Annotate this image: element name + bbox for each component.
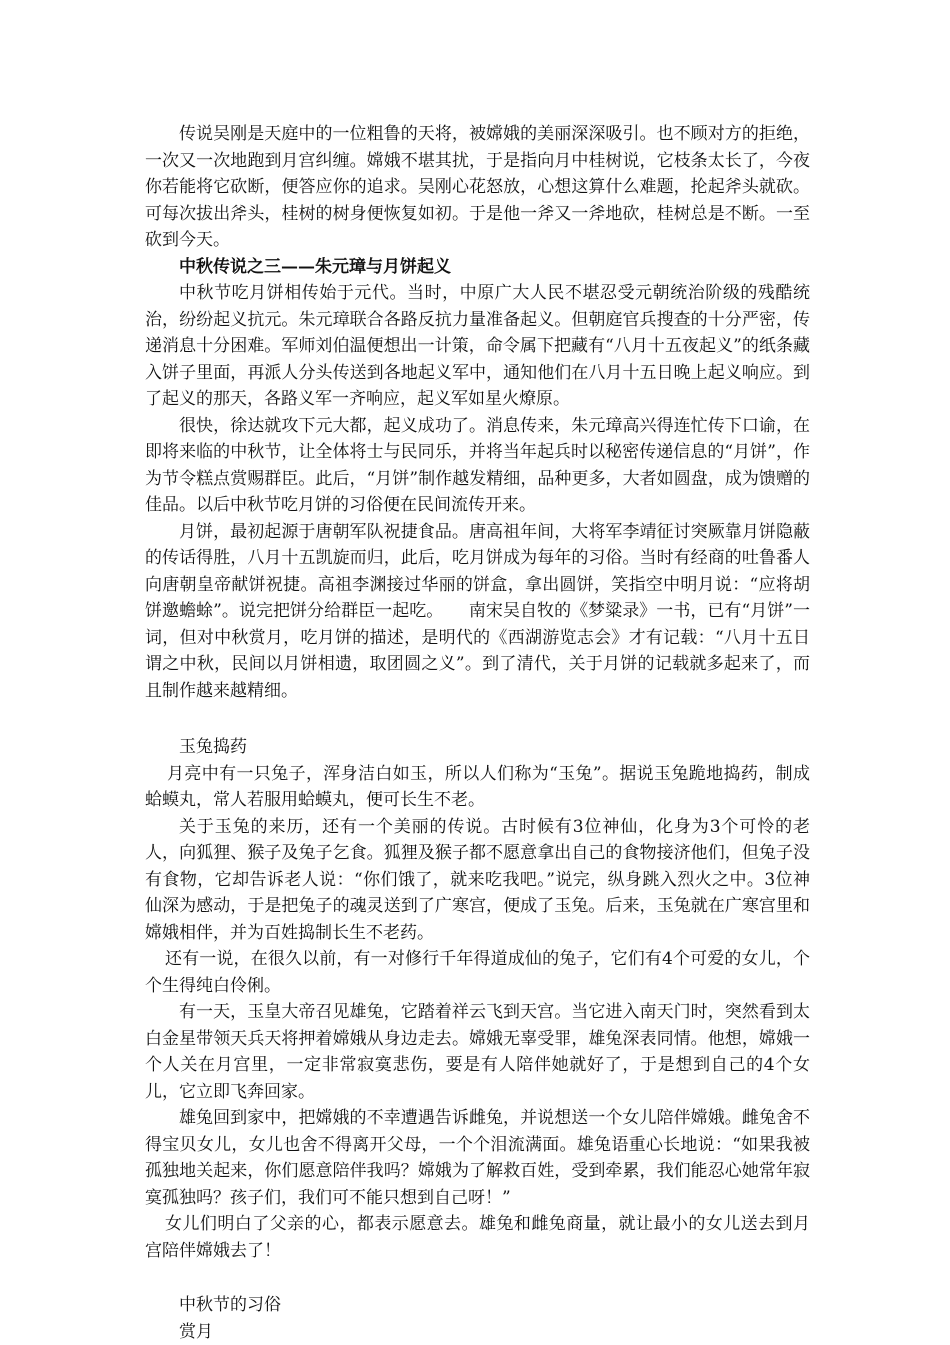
section-subtitle-moon-viewing: 赏月 xyxy=(145,1319,810,1345)
section-title-jade-rabbit: 玉兔捣药 xyxy=(145,734,810,761)
paragraph-rabbit-3: 还有一说，在很久以前，有一对修行千年得道成仙的兔子，它们有4个可爱的女儿，个个生得纯白伶俐。 xyxy=(145,946,810,999)
spacer xyxy=(145,1264,810,1292)
paragraph-wugang: 传说吴刚是天庭中的一位粗鲁的天将，被嫦娥的美丽深深吸引。也不顾对方的拒绝，一次又一次地跑到月宫纠缠。嫦娥不堪其扰，于是指向月中桂树说，它枝条太长了，今夜你若能将它砍断，便答应你的追求。吴刚心花怒放，心想这算什么难题，抡起斧头就砍。可每次拔出斧头，桂树的树身便恢复如初。于是他一斧又一斧地砍，桂树总是不断。一至砍到今天。 xyxy=(145,121,810,254)
section-title-customs: 中秋节的习俗 xyxy=(145,1292,810,1319)
paragraph-rabbit-1: 月亮中有一只兔子，浑身洁白如玉，所以人们称为“玉兔”。据说玉兔跪地捣药，制成蛤蟆丸，常人若服用蛤蟆丸，便可长生不老。 xyxy=(145,761,810,814)
paragraph-zhuyuanzhang-1: 中秋节吃月饼相传始于元代。当时，中原广大人民不堪忍受元朝统治阶级的残酷统治，纷纷起义抗元。朱元璋联合各路反抗力量准备起义。但朝庭官兵搜查的十分严密，传递消息十分困难。军师刘伯温便想出一计策，命令属下把藏有“八月十五夜起义”的纸条藏入饼子里面，再派人分头传送到各地起义军中，通知他们在八月十五日晚上起义响应。到了起义的那天，各路义军一齐响应，起义军如星火燎原。 xyxy=(145,280,810,413)
paragraph-mooncake-origin: 月饼，最初起源于唐朝军队祝捷食品。唐高祖年间，大将军李靖征讨突厥靠月饼隐蔽的传话得胜，八月十五凯旋而归，此后，吃月饼成为每年的习俗。当时有经商的吐鲁番人向唐朝皇帝献饼祝捷。高祖李渊接过华丽的饼盒，拿出圆饼，笑指空中明月说：“应将胡饼邀蟾蜍”。说完把饼分给群臣一起吃。 南宋吴自牧的《梦粱录》一书，已有“月饼”一词，但对中秋赏月，吃月饼的描述，是明代的《西湖游览志会》才有记载：“八月十五日谓之中秋，民间以月饼相遗，取团圆之义”。到了清代，关于月饼的记载就多起来了，而且制作越来越精细。 xyxy=(145,519,810,705)
document-body xyxy=(145,121,810,1345)
paragraph-zhuyuanzhang-2: 很快，徐达就攻下元大都，起义成功了。消息传来，朱元璋高兴得连忙传下口谕，在即将来临的中秋节，让全体将士与民同乐，并将当年起兵时以秘密传递信息的“月饼”，作为节令糕点赏赐群臣。此后，“月饼”制作越发精细，品种更多，大者如圆盘，成为馈赠的佳品。以后中秋节吃月饼的习俗便在民间流传开来。 xyxy=(145,413,810,519)
paragraph-rabbit-2: 关于玉兔的来历，还有一个美丽的传说。古时候有3位神仙，化身为3个可怜的老人，向狐狸、猴子及兔子乞食。狐狸及猴子都不愿意拿出自己的食物接济他们，但兔子没有食物，它却告诉老人说：“你们饿了，就来吃我吧。”说完，纵身跳入烈火之中。3位神仙深为感动，于是把兔子的魂灵送到了广寒宫，便成了玉兔。后来，玉兔就在广寒宫里和嫦娥相伴，并为百姓捣制长生不老药。 xyxy=(145,814,810,947)
section-title-zhuyuanzhang: 中秋传说之三——朱元璋与月饼起义 xyxy=(145,254,810,281)
paragraph-rabbit-5: 雄兔回到家中，把嫦娥的不幸遭遇告诉雌兔，并说想送一个女儿陪伴嫦娥。雌兔舍不得宝贝女儿，女儿也舍不得离开父母，一个个泪流满面。雄兔语重心长地说：“如果我被孤独地关起来，你们愿意陪伴我吗？嫦娥为了解救百姓，受到牵累，我们能忍心她常年寂寞孤独吗？孩子们，我们可不能只想到自己呀！” xyxy=(145,1105,810,1211)
spacer xyxy=(145,704,810,734)
paragraph-rabbit-4: 有一天，玉皇大帝召见雄兔，它踏着祥云飞到天宫。当它进入南天门时，突然看到太白金星带领天兵天将押着嫦娥从身边走去。嫦娥无辜受罪，雄兔深表同情。他想，嫦娥一个人关在月宫里，一定非常寂寞悲伤，要是有人陪伴她就好了，于是想到自己的4个女儿，它立即飞奔回家。 xyxy=(145,999,810,1105)
paragraph-rabbit-6: 女儿们明白了父亲的心，都表示愿意去。雄兔和雌兔商量，就让最小的女儿送去到月宫陪伴嫦娥去了！ xyxy=(145,1211,810,1264)
